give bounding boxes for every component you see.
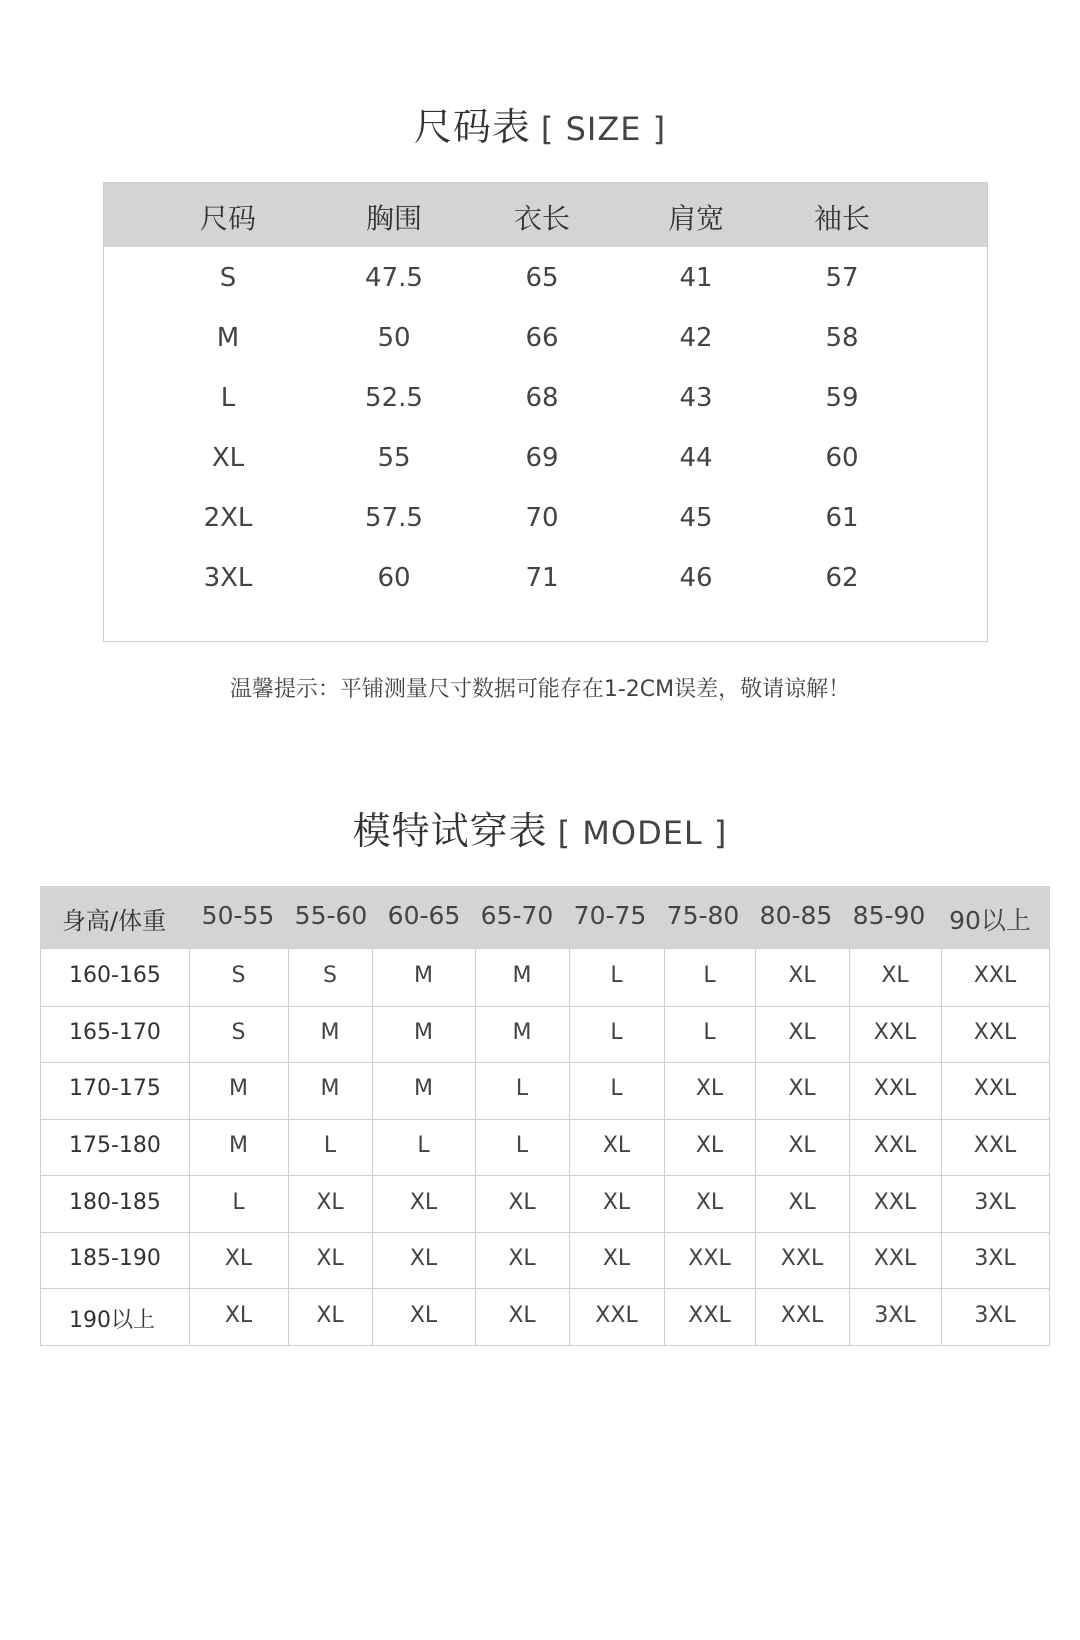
model-size-cell: XL (695, 1076, 724, 1101)
model-size-cell: M (512, 1020, 532, 1045)
column-divider (372, 949, 373, 1345)
model-size-cell: XL (788, 963, 816, 988)
size-table-cell: 41 (679, 263, 713, 293)
weight-header-cell: 55-60 (294, 901, 368, 930)
model-size-cell: XL (788, 1133, 816, 1158)
model-size-cell: M (229, 1133, 248, 1158)
size-table-cell: 58 (825, 323, 859, 353)
model-table-grid (40, 948, 1050, 1346)
model-size-cell: XL (602, 1190, 631, 1215)
model-size-cell: L (323, 1133, 337, 1158)
size-table-cell: 70 (525, 503, 559, 533)
row-divider (41, 1232, 1049, 1233)
model-size-cell: XXL (973, 1020, 1017, 1045)
model-size-cell: XL (409, 1190, 438, 1215)
row-divider (41, 1062, 1049, 1063)
row-divider (41, 1175, 1049, 1176)
model-size-cell: XXL (973, 1133, 1017, 1158)
model-size-cell: L (703, 1020, 716, 1045)
model-size-cell: S (323, 963, 337, 988)
size-table-cell: 68 (525, 383, 559, 413)
row-divider (41, 1119, 1049, 1120)
weight-header-cell: 70-75 (573, 901, 647, 930)
height-row-label: 190以上 (69, 1308, 155, 1333)
height-row-label: 175-180 (69, 1133, 161, 1158)
model-size-cell: XL (508, 1246, 536, 1271)
size-table-cell: 45 (679, 503, 713, 533)
model-size-cell: XXL (873, 1076, 917, 1101)
model-size-cell: XL (409, 1303, 438, 1328)
model-size-cell: XXL (973, 963, 1017, 988)
model-chart-title (0, 800, 1080, 855)
size-table-cell: 44 (679, 443, 713, 473)
model-size-cell: L (417, 1133, 430, 1158)
model-size-cell: L (515, 1076, 529, 1101)
model-size-cell: XXL (595, 1303, 638, 1328)
size-header-cell: 尺码 (199, 202, 257, 235)
model-size-cell: XXL (873, 1020, 917, 1045)
size-table-cell: L (220, 383, 236, 413)
model-size-cell: M (512, 963, 532, 988)
weight-header-cell: 65-70 (480, 901, 554, 930)
weight-header-cell: 80-85 (759, 901, 833, 930)
model-size-cell: XL (881, 963, 909, 988)
size-table-cell: 60 (825, 443, 859, 473)
model-size-cell: M (414, 1076, 433, 1101)
column-divider (288, 949, 289, 1345)
model-size-cell: XXL (780, 1246, 824, 1271)
height-row-label: 180-185 (69, 1190, 161, 1215)
size-table-cell: 55 (377, 443, 411, 473)
size-table-cell: 65 (525, 263, 559, 293)
model-size-cell: M (229, 1076, 248, 1101)
model-table (40, 886, 1050, 1346)
model-size-cell: M (320, 1076, 340, 1101)
size-table-cell: 43 (679, 383, 713, 413)
column-divider (941, 949, 942, 1345)
size-header-cell: 袖长 (813, 202, 871, 235)
model-size-cell: XL (695, 1190, 724, 1215)
weight-header-cell: 85-90 (852, 901, 926, 930)
column-divider (664, 949, 665, 1345)
model-size-cell: XXL (873, 1246, 917, 1271)
model-size-cell: M (320, 1020, 340, 1045)
model-size-cell: XL (788, 1076, 816, 1101)
model-size-cell: XL (224, 1303, 253, 1328)
size-table-cell: 60 (377, 563, 411, 593)
model-size-cell: XL (409, 1246, 438, 1271)
model-size-cell: M (414, 1020, 433, 1045)
model-size-cell: XXL (873, 1190, 917, 1215)
model-size-cell: S (231, 1020, 246, 1045)
model-size-cell: M (414, 963, 433, 988)
model-size-cell: L (610, 963, 623, 988)
size-table-cell: S (219, 263, 237, 293)
size-chart-title (0, 96, 1080, 151)
model-size-cell: 3XL (974, 1246, 1016, 1271)
size-table-cell: 3XL (203, 563, 253, 593)
model-size-cell: XXL (973, 1076, 1017, 1101)
column-divider (569, 949, 570, 1345)
size-chart-subtitle: [ SIZE ] (540, 110, 667, 148)
model-size-cell: XXL (873, 1133, 917, 1158)
size-table-cell: 2XL (203, 503, 253, 533)
size-table-cell: 71 (525, 563, 559, 593)
column-divider (849, 949, 850, 1345)
measurement-note: 温馨提示：平铺测量尺寸数据可能存在1-2CM误差，敬请谅解！ (229, 677, 851, 702)
model-size-cell: L (232, 1190, 245, 1215)
size-table-cell: 57 (825, 263, 859, 293)
model-size-cell: XL (602, 1133, 631, 1158)
size-table-cell: 42 (679, 323, 713, 353)
model-size-cell: XL (508, 1303, 536, 1328)
model-size-cell: S (231, 963, 246, 988)
row-divider (41, 1288, 1049, 1289)
size-table-cell: 69 (525, 443, 559, 473)
model-chart-subtitle: [ MODEL ] (557, 814, 728, 852)
model-size-cell: XL (788, 1020, 816, 1045)
model-size-cell: L (515, 1133, 529, 1158)
size-table-cell: 52.5 (365, 383, 423, 413)
size-table-cell: 47.5 (365, 263, 423, 293)
size-table-cell: 50 (377, 323, 411, 353)
size-table-cell: 59 (825, 383, 859, 413)
model-size-cell: XL (316, 1303, 344, 1328)
size-table (103, 182, 988, 642)
height-row-label: 160-165 (69, 963, 161, 988)
model-size-cell: XL (508, 1190, 536, 1215)
size-table-cell: XL (211, 443, 245, 473)
model-size-cell: XXL (688, 1303, 731, 1328)
height-row-label: 170-175 (69, 1076, 161, 1101)
model-corner-label: 身高/体重 (62, 907, 167, 935)
model-size-cell: L (703, 963, 716, 988)
size-table-cell: 61 (825, 503, 859, 533)
model-chart-title-text: 模特试穿表 (352, 809, 548, 853)
model-size-cell: XL (602, 1246, 631, 1271)
model-size-cell: 3XL (874, 1303, 916, 1328)
weight-header-cell: 50-55 (201, 901, 275, 930)
size-chart-title-text: 尺码表 (413, 105, 531, 149)
model-size-cell: 3XL (974, 1190, 1016, 1215)
weight-header-cell: 60-65 (387, 901, 461, 930)
model-table-header (40, 886, 1050, 948)
weight-header-cell: 90以上 (949, 906, 1031, 935)
height-row-label: 165-170 (69, 1020, 161, 1045)
size-header-cell: 肩宽 (667, 202, 725, 235)
size-table-cell: 62 (825, 563, 859, 593)
column-divider (755, 949, 756, 1345)
model-size-cell: XXL (688, 1246, 731, 1271)
model-size-cell: XL (316, 1190, 344, 1215)
column-divider (189, 949, 190, 1345)
weight-header-cell: 75-80 (666, 901, 740, 930)
column-divider (475, 949, 476, 1345)
model-size-cell: XXL (780, 1303, 824, 1328)
model-size-cell: XL (316, 1246, 344, 1271)
size-table-cell: 57.5 (365, 503, 423, 533)
model-size-cell: L (610, 1020, 623, 1045)
model-size-cell: XL (695, 1133, 724, 1158)
row-divider (41, 1006, 1049, 1007)
model-size-cell: 3XL (974, 1303, 1016, 1328)
size-header-cell: 胸围 (365, 202, 423, 235)
size-table-cell: M (216, 323, 240, 353)
size-table-cell: 46 (679, 563, 713, 593)
size-header-cell: 衣长 (513, 202, 571, 235)
height-row-label: 185-190 (69, 1246, 161, 1271)
model-size-cell: XL (788, 1190, 816, 1215)
size-table-cell: 66 (525, 323, 559, 353)
model-size-cell: L (610, 1076, 623, 1101)
model-size-cell: XL (224, 1246, 253, 1271)
